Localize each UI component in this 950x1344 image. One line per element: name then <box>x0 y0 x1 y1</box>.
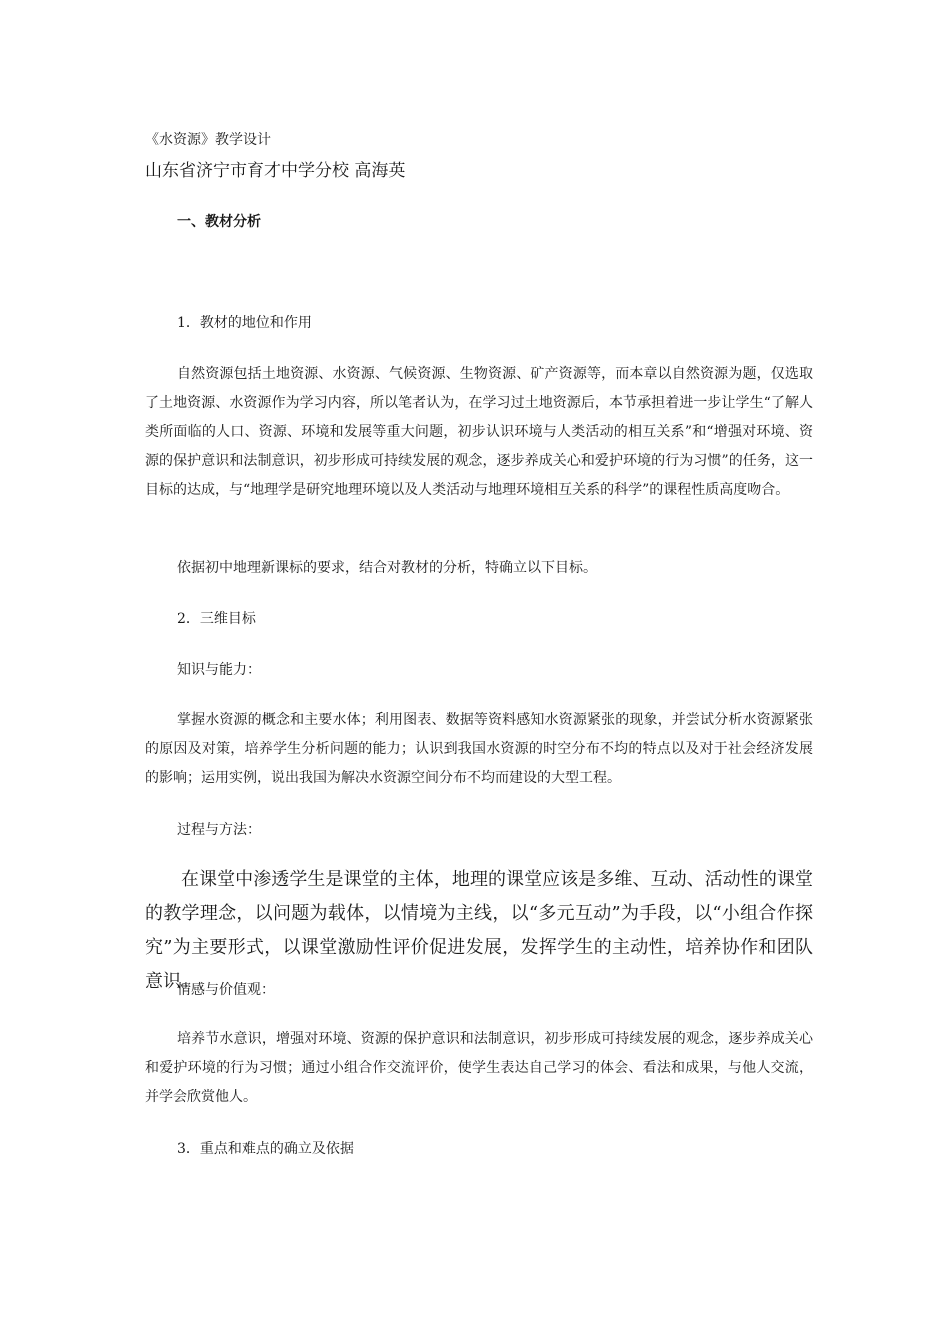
emotion-paragraph: 培养节水意识，增强对环境、资源的保护意识和法制意识，初步形成可持续发展的观念，逐步养成关心和爱护环境的行为习惯；通过小组合作交流评价，使学生表达自己学习的体会、看法和成果，与他人交流，并学会欣赏他人。 <box>145 1031 813 1105</box>
paragraph-2: 依据初中地理新课标的要求，结合对教材的分析，特确立以下目标。 <box>177 560 597 576</box>
author-line: 山东省济宁市育才中学分校 高海英 <box>145 161 406 181</box>
process-paragraph: 在课堂中渗透学生是课堂的主体，地理的课堂应该是多维、互动、活动性的课堂的教学理念，以问题为载体，以情境为主线，以“多元互动”为手段，以“小组合作探究”为主要形式，以课堂激励性评价促进发展，发挥学生的主动性，培养协作和团队意识。 <box>145 869 813 992</box>
subheading-2: 2．三维目标 <box>177 611 256 627</box>
knowledge-paragraph: 掌握水资源的概念和主要水体；利用图表、数据等资料感知水资源紧张的现象，并尝试分析水资源紧张的原因及对策，培养学生分析问题的能力；认识到我国水资源的时空分布不均的特点以及对于社会经济发展的影响；运用实例，说出我国为解决水资源空间分布不均而建设的大型工程。 <box>145 712 813 786</box>
paragraph-1: 自然资源包括土地资源、水资源、气候资源、生物资源、矿产资源等，而本章以自然资源为题，仅选取了土地资源、水资源作为学习内容，所以笔者认为，在学习过土地资源后，本节承担着进一步让学生“了解人类所面临的人口、资源、环境和发展等重大问题，初步认识环境与人类活动的相互关系”和“增强对环境、资源的保护意识和法制意识，初步形成可持续发展的观念，逐步养成关心和爱护环境的行为习惯”的任务，这一目标的达成，与“地理学是研究地理环境以及人类活动与地理环境相互关系的科学”的课程性质高度吻合。 <box>145 366 813 498</box>
emotion-label: 情感与价值观： <box>177 982 275 998</box>
subheading-1: 1．教材的地位和作用 <box>177 315 312 331</box>
document-title: 《水资源》教学设计 <box>145 132 271 148</box>
knowledge-label: 知识与能力： <box>177 662 261 678</box>
subheading-3: 3．重点和难点的确立及依据 <box>177 1141 354 1157</box>
section-heading-1: 一、教材分析 <box>177 214 261 230</box>
process-label: 过程与方法： <box>177 822 261 838</box>
